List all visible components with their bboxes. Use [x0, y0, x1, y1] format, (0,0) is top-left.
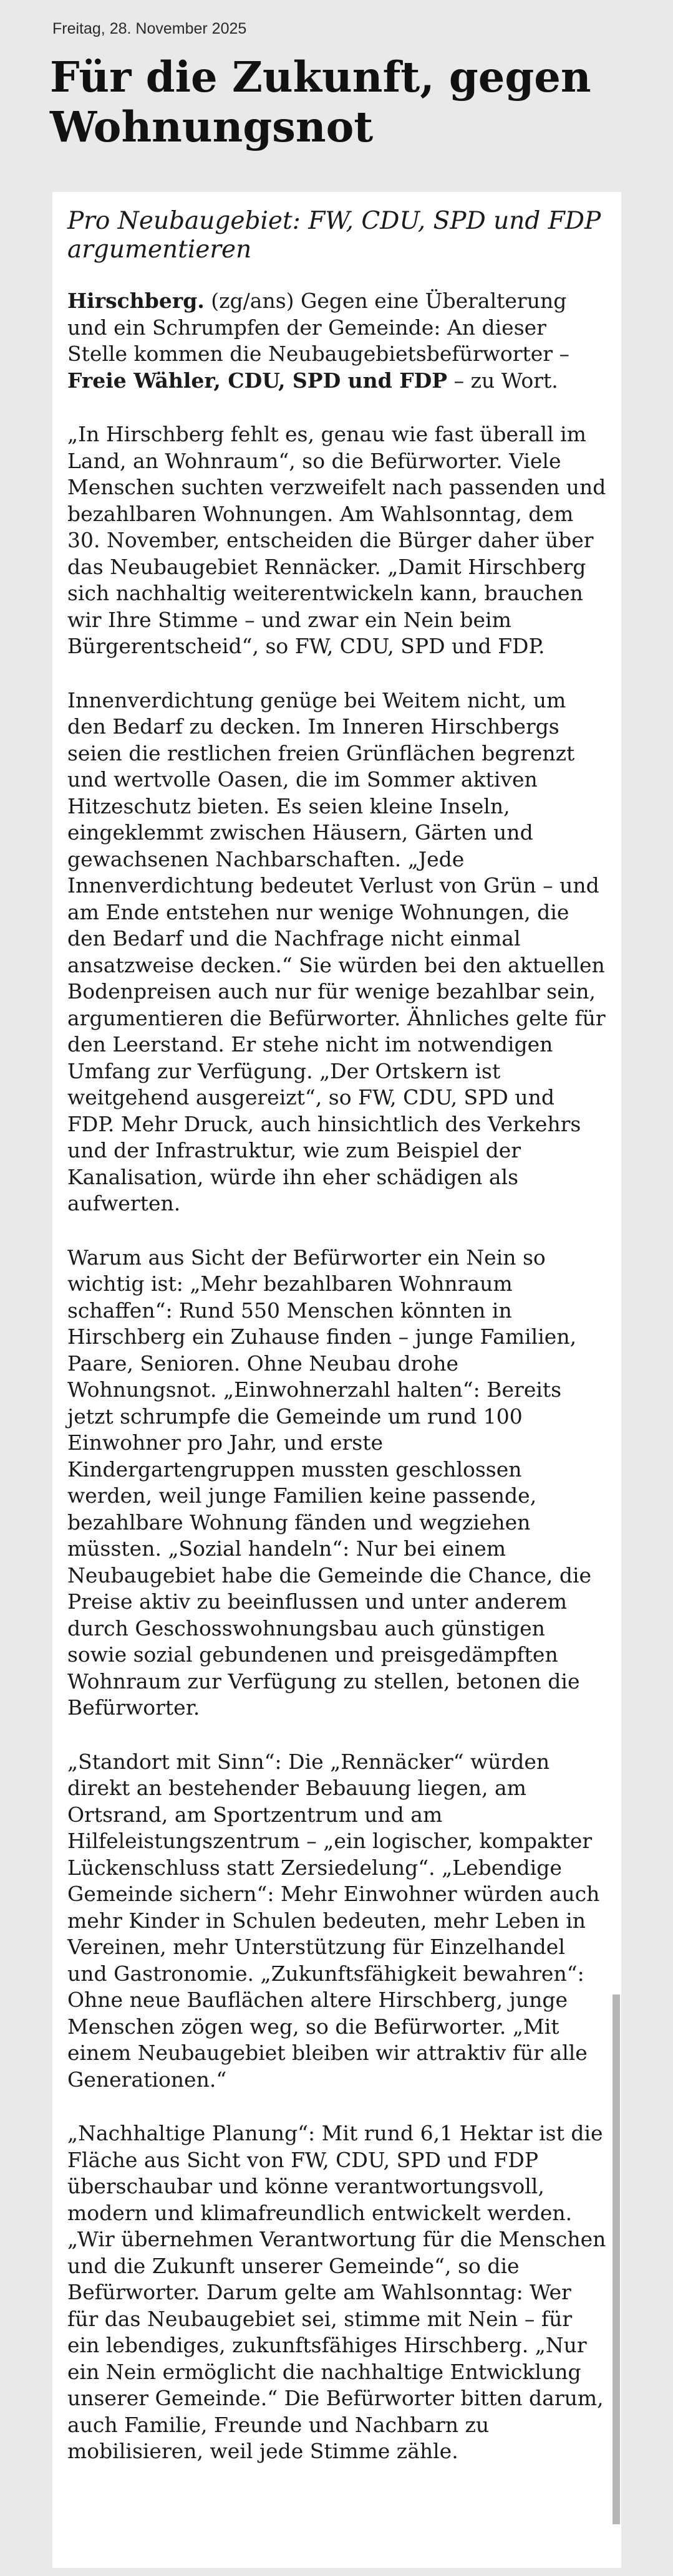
article-card — [52, 192, 621, 2568]
dateline-place: Hirschberg. — [67, 289, 205, 313]
scrollbar-thumb[interactable] — [612, 1994, 620, 2524]
body-paragraph-5: „Nachhaltige Planung“: Mit rund 6,1 Hektar ist die Fläche aus Sicht von FW, CDU, SPD und FDP überschaubar und könne verantwortungsvoll, modern und klimafreundlich entwickelt werden. „Wir übernehmen Verantwortung für die Menschen und die Zukunft unserer Gemeinde“, so die Befürworter. Darum gelte am Wahlsonntag: Wer für das Neubaugebiet sei, stimme mit Nein – für ein lebendiges, zukunftsfähiges Hirschberg. „Nur ein Nein ermöglicht die nachhaltige Entwicklung unserer Gemeinde.“ Die Befürworter bitten darum, auch Familie, Freunde und Nachbarn zu mobilisieren, weil jede Stimme zähle. — [67, 2121, 606, 2463]
body-paragraph-2: Innenverdichtung genüge bei Weitem nicht, um den Bedarf zu decken. Im Inneren Hirschbergs seien die restlichen freien Grünflächen begrenzt und wertvolle Oasen, die im Sommer aktiven Hitzeschutz bieten. Es seien kleine Inseln, eingeklemmt zwischen Häusern, Gärten und gewachsenen Nachbarschaften. „Jede Innenverdichtung bedeutet Verlust von Grün – und am Ende entstehen nur wenige Wohnungen, die den Bedarf und die Nachfrage nicht einmal ansatzweise decken.“ Sie würden bei den aktuellen Bodenpreisen auch nur für wenige bezahlbar sein, argumentieren die Befürworter. Ähnliches gelte für den Leerstand. Er stehe nicht im notwendigen Umfang zur Verfügung. „Der Ortskern ist weitgehend ausgereizt“, so FW, CDU, SPD und FDP. Mehr Druck, auch hinsichtlich des Verkehrs und der Infrastruktur, wie zum Beispiel der Kanalisation, würde ihn eher schädigen als aufwerten. — [67, 687, 606, 1215]
lead-paragraph — [67, 288, 608, 394]
article-subheadline: Pro Neubaugebiet: FW, CDU, SPD und FDP argumentieren — [67, 207, 601, 264]
article-date: Freitag, 28. November 2025 — [52, 20, 247, 37]
body-paragraph-4: „Standort mit Sinn“: Die „Rennäcker“ würden direkt an bestehender Bebauung liegen, am Ortsrand, am Sportzentrum und am Hilfeleistungszentrum – „ein logischer, kompakter Lückenschluss statt Zersiedelung“. „Lebendige Gemeinde sichern“: Mehr Einwohner würden auch mehr Kinder in Schulen bedeuten, mehr Leben in Vereinen, mehr Unterstützung für Einzelhandel und Gastronomie. „Zukunftsfähigkeit bewahren“: Ohne neue Bauflächen altere Hirschberg, junge Menschen zögen weg, so die Befürworter. „Mit einem Neubaugebiet bleiben wir attraktiv für alle Generationen.“ — [67, 1749, 600, 2092]
body-paragraph-1: „In Hirschberg fehlt es, genau wie fast überall im Land, an Wohnraum“, so die Befürworter. Viele Menschen suchten verzweifelt nach passenden und bezahlbaren Wohnungen. Am Wahlsonntag, dem 30. November, entscheiden die Bürger daher über das Neubaugebiet Rennäcker. „Damit Hirschberg sich nachhaltig weiterentwickeln kann, brauchen wir Ihre Stimme – und zwar ein Nein beim Bürgerentscheid“, so FW, CDU, SPD und FDP. — [67, 422, 606, 658]
lead-ending: – zu Wort. — [447, 368, 558, 393]
lead-parties: Freie Wähler, CDU, SPD und FDP — [67, 368, 448, 393]
lead-text: (zg/ans) Gegen eine Überalterung und ein Schrumpfen der Gemeinde: An dieser Stelle kommen die Neubaugebietsbefürworter – — [67, 289, 570, 366]
body-paragraph-3: Warum aus Sicht der Befürworter ein Nein so wichtig ist: „Mehr bezahlbaren Wohnraum schaffen“: Rund 550 Menschen könnten in Hirschberg ein Zuhause finden – junge Familien, Paare, Senioren. Ohne Neubau drohe Wohnungsnot. „Einwohnerzahl halten“: Bereits jetzt schrumpfe die Gemeinde um rund 100 Einwohner pro Jahr, und erste Kindergartengruppen mussten geschlossen werden, weil junge Familien keine passende, bezahlbare Wohnung fänden und wegziehen müssten. „Sozial handeln“: Nur bei einem Neubaugebiet habe die Gemeinde die Chance, die Preise aktiv zu beeinflussen und unter anderem durch Geschosswohnungsbau auch günstigen sowie sozial gebundenen und preisgedämpften Wohnraum zur Verfügung zu stellen, betonen die Befürworter. — [67, 1245, 592, 1720]
article-headline: Für die Zukunft, gegen Wohnungsnot — [50, 52, 591, 151]
vertical-scrollbar[interactable] — [612, 1994, 620, 2524]
